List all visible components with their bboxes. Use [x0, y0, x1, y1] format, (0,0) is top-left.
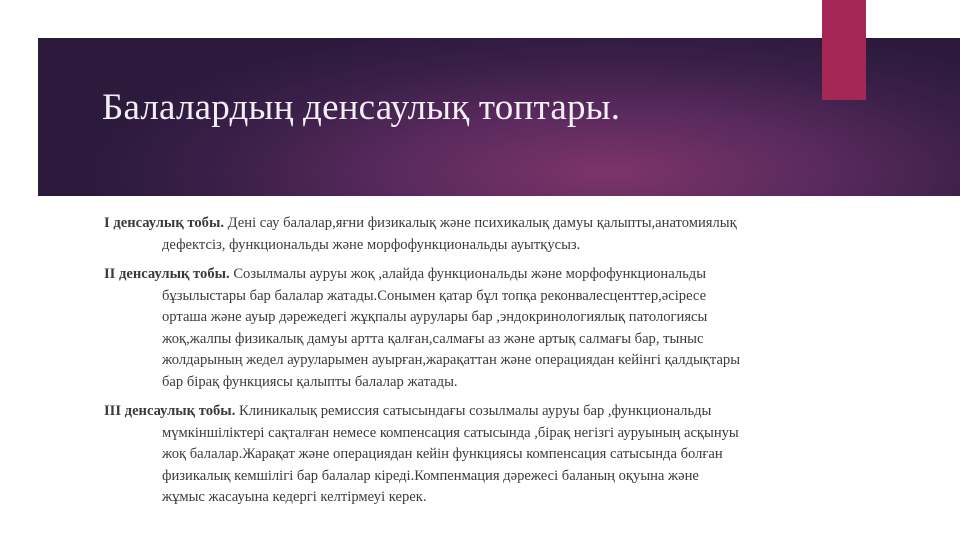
group-2-first-text: Созылмалы ауруы жоқ ,алайда функциональды және морфофункциональды [229, 266, 707, 282]
group-2-continuation [104, 286, 824, 394]
group-2-first-line [104, 264, 824, 286]
slide-title: Балалардың денсаулық топтары. [102, 87, 621, 128]
group-1-first-text: Дені сау балалар,яғни физикалық және психикалық дамуы қалыпты,анатомиялық [224, 215, 737, 231]
group-2-line: жоқ,жалпы физикалық дамуы артта қалған,салмағы аз және артық салмағы бар, тыныс [162, 330, 704, 347]
group-1-continuation [104, 235, 824, 257]
group-3-line: физикалық кемшілігі бар балалар кіреді.Компенмация дәрежесі баланың оқуына және [162, 467, 699, 484]
health-group-2 [104, 264, 824, 393]
group-3-continuation [104, 423, 824, 509]
group-1-line: дефектсіз, функциональды және морфофункциональды ауытқусыз. [162, 236, 581, 253]
accent-bar [822, 0, 866, 100]
group-3-first-text: Клиникалық ремиссия сатысындағы созылмалы ауруы бар ,функциональды [235, 403, 712, 419]
group-2-line: бар бірақ функциясы қалыпты балалар жатады. [162, 373, 458, 390]
group-3-line: жоқ балалар.Жарақат және операциядан кейін функциясы компенсация сатысында болған [162, 446, 723, 462]
group-2-line: орташа және ауыр дәрежедегі жұқпалы аурулары бар ,эндокринологиялық патологиясы [162, 309, 708, 325]
group-3-line: мүмкіншіліктері сақталған немесе компенсация сатысында ,бірақ негізгі ауруының асқынуы [162, 424, 739, 441]
group-3-line: жұмыс жасауына кедергі келтірмеуі керек. [162, 489, 427, 505]
group-3-heading: III денсаулық тобы. [104, 403, 236, 419]
health-group-1 [104, 213, 824, 256]
health-group-3 [104, 401, 824, 509]
group-3-first-line [104, 401, 824, 423]
group-2-line: жолдарының жедел ауруларымен ауырған,жарақаттан және операциядан кейінгі қалдықтары [162, 352, 741, 368]
group-1-heading: I денсаулық тобы. [104, 215, 224, 231]
group-2-line: бұзылыстары бар балалар жатады.Сонымен қатар бұл топқа реконвалесценттер,әсіресе [162, 287, 707, 304]
slide-body [104, 213, 824, 517]
group-1-first-line [104, 213, 824, 235]
group-2-heading: II денсаулық тобы. [104, 266, 230, 282]
